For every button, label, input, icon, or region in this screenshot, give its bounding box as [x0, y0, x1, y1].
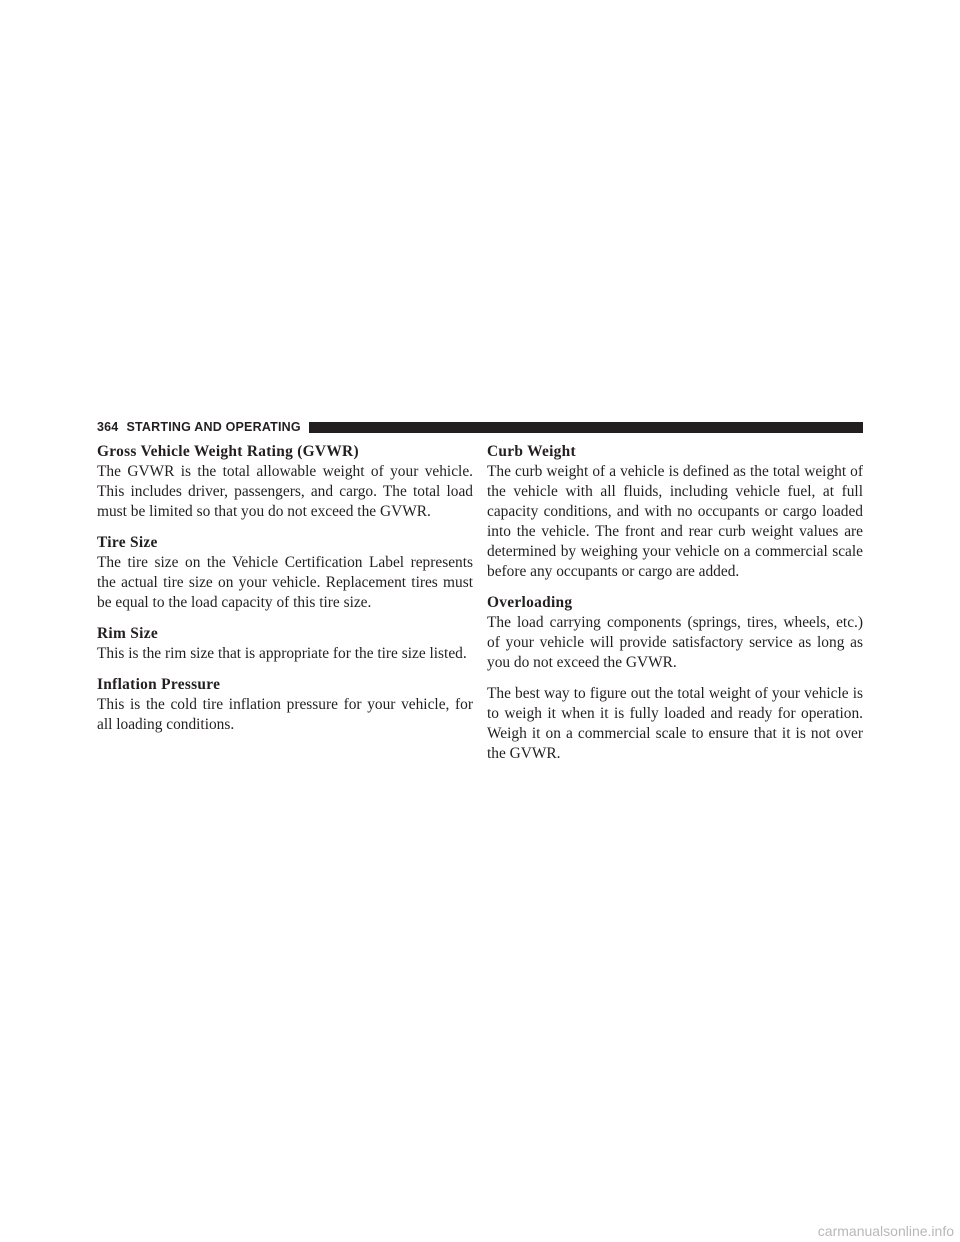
- header-rule: [309, 422, 863, 433]
- page-header: [97, 420, 863, 434]
- section-curb-weight: [487, 442, 863, 582]
- section-paragraph: The best way to figure out the total weight of your vehicle is to weigh it when it is fully loaded and ready for operation. Weigh it on a commercial scale to ensure that it is not over the GVWR.: [487, 685, 863, 762]
- section-overloading: [487, 593, 863, 764]
- section-title: STARTING AND OPERATING: [126, 420, 301, 434]
- section-heading: Tire Size: [97, 534, 158, 551]
- section-tire-size: [97, 533, 473, 613]
- section-paragraph: The tire size on the Vehicle Certification Label represents the actual tire size on your vehicle. Replacement tires must be equal to the load capacity of this tire size.: [97, 554, 473, 611]
- section-paragraph: The GVWR is the total allowable weight of your vehicle. This includes driver, passengers, and cargo. The total load must be limited so that you do not exceed the GVWR.: [97, 463, 473, 520]
- section-heading: Gross Vehicle Weight Rating (GVWR): [97, 443, 359, 460]
- section-gvwr: [97, 442, 473, 522]
- section-paragraph: The load carrying components (springs, tires, wheels, etc.) of your vehicle will provide satisfactory service as long as you do not exceed the GVWR.: [487, 614, 863, 671]
- section-rim-size: [97, 624, 473, 664]
- section-heading: Rim Size: [97, 625, 158, 642]
- section-inflation-pressure: [97, 675, 473, 735]
- section-paragraph: This is the rim size that is appropriate for the tire size listed.: [97, 645, 467, 662]
- section-paragraph: This is the cold tire inflation pressure for your vehicle, for all loading conditions.: [97, 696, 473, 733]
- section-heading: Inflation Pressure: [97, 676, 221, 693]
- section-heading: Curb Weight: [487, 443, 576, 460]
- section-heading: Overloading: [487, 594, 573, 611]
- left-column: [97, 442, 473, 746]
- right-column: [487, 442, 863, 775]
- section-paragraph: The curb weight of a vehicle is defined as the total weight of the vehicle with all fluids, including vehicle fuel, at full capacity conditions, and with no occupants or cargo loaded into the vehicle. The front and rear curb weight values are determined by weighing your vehicle on a commercial scale before any occupants or cargo are added.: [487, 463, 863, 580]
- watermark-text: carmanualsonline.info: [817, 1223, 954, 1239]
- page-number: 364: [97, 420, 119, 434]
